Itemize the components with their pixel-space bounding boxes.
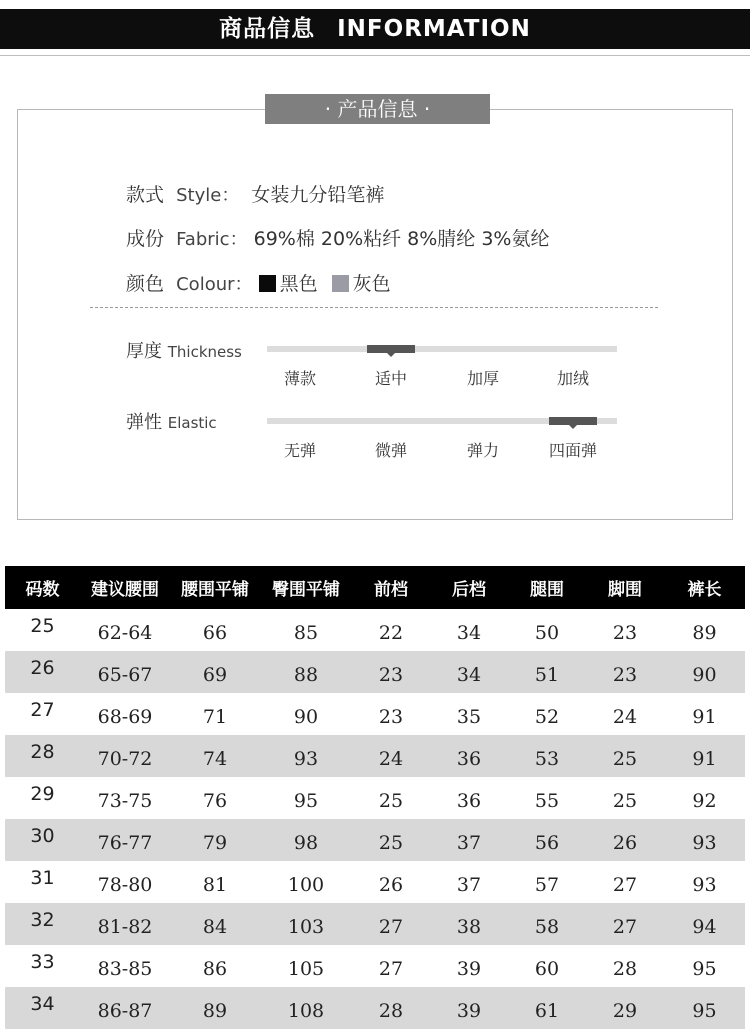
thickness-label-cn: 厚度	[126, 341, 162, 362]
scale-level-label: 四面弹	[548, 441, 597, 460]
colour-name: 灰色	[352, 273, 391, 295]
fabric-label-cn: 成份	[126, 228, 165, 250]
measurement-cell: 73-75	[97, 790, 153, 812]
scale-level-label: 弹力	[466, 441, 499, 460]
measurement-cell: 27	[612, 874, 638, 896]
section-banner	[0, 9, 750, 49]
measurement-cell: 51	[534, 664, 560, 686]
size-cell: 33	[30, 951, 55, 973]
measurement-cell: 23	[612, 622, 638, 644]
style-label-en: Style：	[176, 185, 240, 206]
scale-level-label: 薄款	[283, 369, 316, 388]
measurement-cell: 95	[692, 958, 717, 980]
measurement-cell: 91	[692, 748, 717, 770]
measurement-cell: 86	[202, 958, 228, 980]
measurement-cell: 25	[378, 790, 404, 812]
section-divider	[90, 307, 658, 308]
table-header-cell: 后档	[452, 580, 486, 600]
thickness-label-en: Thickness	[167, 343, 242, 361]
measurement-cell: 39	[456, 1000, 482, 1022]
elastic-title	[126, 408, 217, 434]
measurement-cell: 25	[378, 832, 404, 854]
measurement-cell: 23	[378, 706, 404, 728]
table-header-row	[5, 566, 745, 609]
measurement-cell: 93	[692, 832, 717, 854]
measurement-cell: 84	[202, 916, 228, 938]
banner-title-en: INFORMATION	[337, 16, 531, 42]
style-label-cn: 款式	[126, 184, 165, 206]
measurement-cell: 60	[534, 958, 560, 980]
measurement-cell: 25	[612, 790, 638, 812]
measurement-cell: 27	[612, 916, 638, 938]
colour-label-en: Colour：	[176, 274, 253, 295]
measurement-cell: 94	[692, 916, 717, 938]
elastic-label-cn: 弹性	[126, 412, 162, 433]
banner-title-cn: 商品信息	[219, 16, 316, 42]
banner-divider	[0, 55, 750, 56]
table-header-cell: 脚围	[608, 580, 642, 600]
colour-option	[259, 273, 318, 295]
colour-swatch	[332, 275, 349, 292]
fabric-value: 69%棉 20%粘纤 8%腈纶 3%氨纶	[253, 228, 550, 250]
scale-level-label: 加厚	[466, 369, 499, 388]
table-header-cell: 裤长	[687, 580, 722, 600]
table-header-cell: 腿围	[530, 580, 564, 600]
measurement-cell: 27	[378, 916, 404, 938]
measurement-cell: 69	[202, 664, 228, 686]
table-row	[5, 903, 745, 945]
measurement-cell: 90	[293, 706, 319, 728]
measurement-cell: 55	[534, 790, 560, 812]
measurement-cell: 74	[202, 748, 228, 770]
measurement-cell: 58	[534, 916, 560, 938]
table-row	[5, 819, 745, 861]
measurement-cell: 93	[293, 748, 319, 770]
measurement-cell: 56	[534, 832, 560, 854]
measurement-cell: 50	[534, 622, 560, 644]
colour-row	[126, 269, 405, 296]
measurement-cell: 28	[378, 1000, 404, 1022]
measurement-cell: 76-77	[97, 832, 153, 854]
colour-option	[332, 273, 391, 295]
scale-track	[267, 346, 617, 352]
measurement-cell: 27	[378, 958, 404, 980]
table-row	[5, 609, 745, 651]
measurement-cell: 34	[456, 664, 482, 686]
measurement-cell: 24	[612, 706, 638, 728]
measurement-cell: 70-72	[97, 748, 153, 770]
size-cell: 31	[30, 867, 55, 889]
measurement-cell: 85	[293, 622, 319, 644]
fabric-row	[126, 224, 550, 251]
table-row	[5, 861, 745, 903]
size-cell: 32	[30, 909, 55, 931]
measurement-cell: 52	[534, 706, 560, 728]
scale-level-label: 加绒	[556, 369, 589, 388]
measurement-cell: 36	[456, 790, 482, 812]
measurement-cell: 38	[456, 916, 482, 938]
table-row	[5, 651, 745, 693]
measurement-cell: 89	[692, 622, 717, 644]
measurement-cell: 78-80	[97, 874, 153, 896]
table-header-cell: 建议腰围	[91, 580, 159, 600]
measurement-cell: 83-85	[97, 958, 153, 980]
measurement-cell: 71	[202, 706, 228, 728]
measurement-cell: 98	[293, 832, 319, 854]
measurement-cell: 36	[456, 748, 482, 770]
measurement-cell: 68-69	[97, 706, 153, 728]
thickness-title	[126, 337, 242, 363]
measurement-cell: 22	[378, 622, 404, 644]
table-header-cell: 码数	[25, 580, 60, 600]
size-cell: 27	[30, 699, 55, 721]
table-header-cell: 臀围平铺	[272, 580, 340, 600]
table-header-cell: 前档	[374, 580, 408, 600]
colour-swatch	[259, 275, 276, 292]
colour-name: 黑色	[279, 273, 318, 295]
measurement-cell: 81-82	[97, 916, 153, 938]
colour-label-cn: 颜色	[126, 273, 165, 295]
measurement-cell: 108	[287, 1000, 325, 1022]
measurement-cell: 92	[692, 790, 717, 812]
table-row	[5, 735, 745, 777]
measurement-cell: 93	[692, 874, 717, 896]
size-cell: 25	[30, 615, 55, 637]
measurement-cell: 26	[612, 832, 638, 854]
scale-level-label: 无弹	[283, 441, 316, 460]
measurement-cell: 34	[456, 622, 482, 644]
fabric-label-en: Fabric：	[176, 229, 248, 250]
scale-level-label: 微弹	[374, 441, 407, 460]
measurement-cell: 26	[378, 874, 404, 896]
measurement-cell: 24	[378, 748, 404, 770]
size-cell: 26	[30, 657, 55, 679]
measurement-cell: 65-67	[97, 664, 153, 686]
style-row	[126, 180, 384, 207]
size-cell: 29	[30, 783, 55, 805]
table-body	[5, 609, 745, 1029]
measurement-cell: 37	[456, 874, 482, 896]
measurement-cell: 95	[293, 790, 319, 812]
scale-level-label: 适中	[374, 369, 407, 388]
product-info-tab: · 产品信息 ·	[265, 94, 490, 124]
measurement-cell: 23	[378, 664, 404, 686]
size-cell: 30	[30, 825, 55, 847]
size-cell: 34	[30, 993, 55, 1015]
measurement-cell: 81	[202, 874, 228, 896]
table-row	[5, 945, 745, 987]
measurement-cell: 61	[534, 1000, 560, 1022]
measurement-cell: 86-87	[97, 1000, 153, 1022]
measurement-cell: 66	[202, 622, 228, 644]
colour-options	[259, 273, 405, 295]
measurement-cell: 28	[612, 958, 638, 980]
measurement-cell: 29	[612, 1000, 638, 1022]
measurement-cell: 57	[534, 874, 560, 896]
measurement-cell: 76	[202, 790, 228, 812]
table-row	[5, 987, 745, 1029]
measurement-cell: 89	[202, 1000, 228, 1022]
measurement-cell: 23	[612, 664, 638, 686]
table-header-cell: 腰围平铺	[181, 580, 249, 600]
measurement-cell: 91	[692, 706, 717, 728]
measurement-cell: 100	[287, 874, 325, 896]
elastic-label-en: Elastic	[167, 414, 217, 432]
table-row	[5, 693, 745, 735]
measurement-cell: 88	[293, 664, 319, 686]
measurement-cell: 35	[456, 706, 482, 728]
style-value: 女装九分铅笔裤	[251, 184, 385, 206]
measurement-cell: 39	[456, 958, 482, 980]
measurement-cell: 103	[287, 916, 325, 938]
table-row	[5, 777, 745, 819]
measurement-cell: 37	[456, 832, 482, 854]
measurement-cell: 79	[202, 832, 228, 854]
measurement-cell: 95	[692, 1000, 717, 1022]
size-table	[5, 566, 745, 1029]
measurement-cell: 105	[287, 958, 325, 980]
measurement-cell: 53	[534, 748, 560, 770]
measurement-cell: 62-64	[97, 622, 153, 644]
measurement-cell: 90	[692, 664, 717, 686]
scale-marker	[549, 417, 597, 425]
size-cell: 28	[30, 741, 55, 763]
scale-marker	[367, 345, 415, 353]
measurement-cell: 25	[612, 748, 638, 770]
